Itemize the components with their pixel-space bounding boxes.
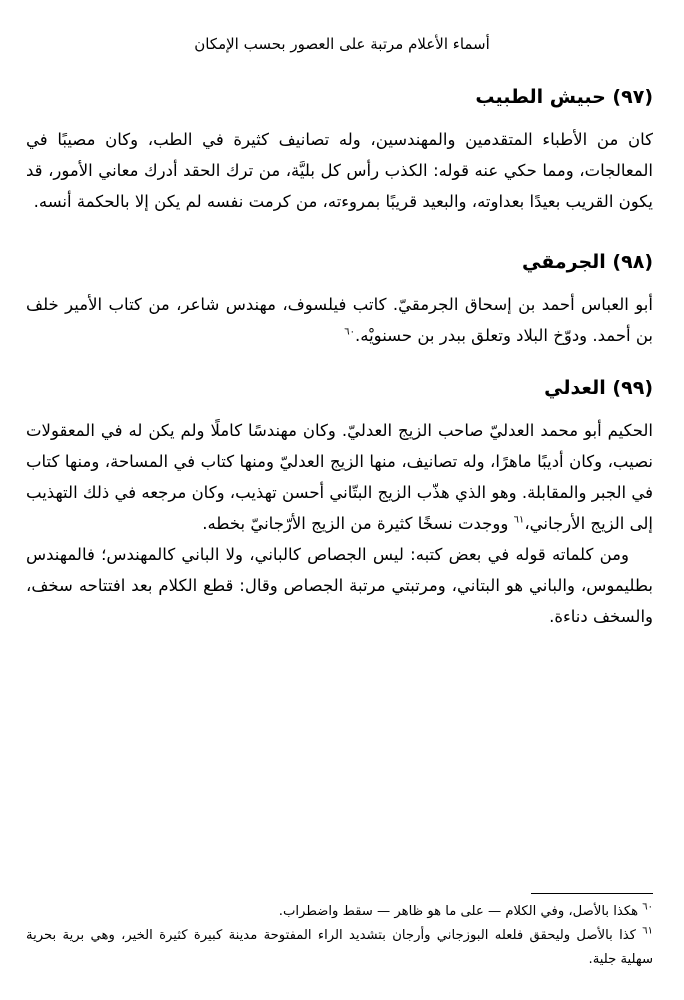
- entry-paragraph: كان من الأطباء المتقدمين والمهندسين، وله تصانيف كثيرة في الطب، وكان مصيبًا في المعالجات، ومما حكي عنه قوله: الكذب رأس كل بليَّة، من ترك الحقد أدرك معاني الأمور، قد يكون القريب بعيدًا بعداوته، والبعيد قريبًا بمروءته، من كرمت نفسه لم يكن إلا بالحكمة أنسه.: [26, 130, 653, 211]
- paragraph-text: ووجدت نسخًا كثيرة من الزيج الأرّجانيّ بخطه.: [202, 514, 514, 533]
- entry-99: [26, 373, 653, 632]
- entry-97: [26, 82, 653, 217]
- entry-98: [26, 247, 653, 351]
- footnote-number: ٦١: [642, 925, 653, 937]
- footnotes: [26, 900, 653, 972]
- running-header: أسماء الأعلام مرتبة على العصور بحسب الإمكان: [194, 35, 490, 53]
- footnote-reference[interactable]: ٦٠: [344, 326, 355, 338]
- entry-paragraph: [26, 289, 653, 351]
- page-body: [26, 82, 653, 632]
- entry-title: (٩٩) العدلي: [544, 377, 653, 399]
- paragraph-text: أبو العباس أحمد بن إسحاق الجرمقيّ. كاتب فيلسوف، مهندس شاعر، من كتاب الأمير خلف بن أحمد. ودوّخ البلاد وتعلق ببدر بن حسنويْه.: [26, 295, 653, 345]
- footnote-number: ٦٠: [642, 901, 653, 913]
- entry-title: (٩٧) حبيش الطبيب: [475, 86, 653, 108]
- footnote: [26, 924, 653, 972]
- footnote-reference[interactable]: ٦١: [513, 514, 525, 526]
- footnote-text: هكذا بالأصل، وفي الكلام — على ما هو ظاهر — سقط واضطراب.: [278, 904, 643, 919]
- footnote-divider: [531, 893, 653, 894]
- paragraph-text: الحكيم أبو محمد العدليّ صاحب الزيج العدليّ. وكان مهندسًا كاملًا ولم يكن له في المعقولات نصيب، وكان أديبًا ماهرًا، وله تصانيف، منها الزيج العدليّ ومنها كتاب في المساحة، ومنها كتاب في الجبر والمقابلة. وهو الذي هذّب الزيج البتّاني أحسن تهذيب، وكان مرجعه في ذلك التهذيب إلى الزيج الأرجاني،: [26, 421, 653, 533]
- footnote: [26, 900, 653, 924]
- entry-title: (٩٨) الجرمقي: [521, 251, 653, 273]
- footnote-text: كذا بالأصل وليحقق فلعله البوزجاني وأرجان بتشديد الراء المفتوحة مدينة كبيرة كثيرة الخير، وهي برية بحرية سهلية جلية.: [26, 928, 653, 967]
- entry-paragraph: [26, 415, 653, 539]
- entry-paragraph: ومن كلماته قوله في بعض كتبه: ليس الجصاص كالباني، ولا الباني كالمهندس؛ فالمهندس بطليموس، والباني هو البتاني، ومرتبتي مرتبة الجصاص وقال: قطع الكلام بعد افتتاحه سخف، والسخف دناءة.: [26, 545, 653, 626]
